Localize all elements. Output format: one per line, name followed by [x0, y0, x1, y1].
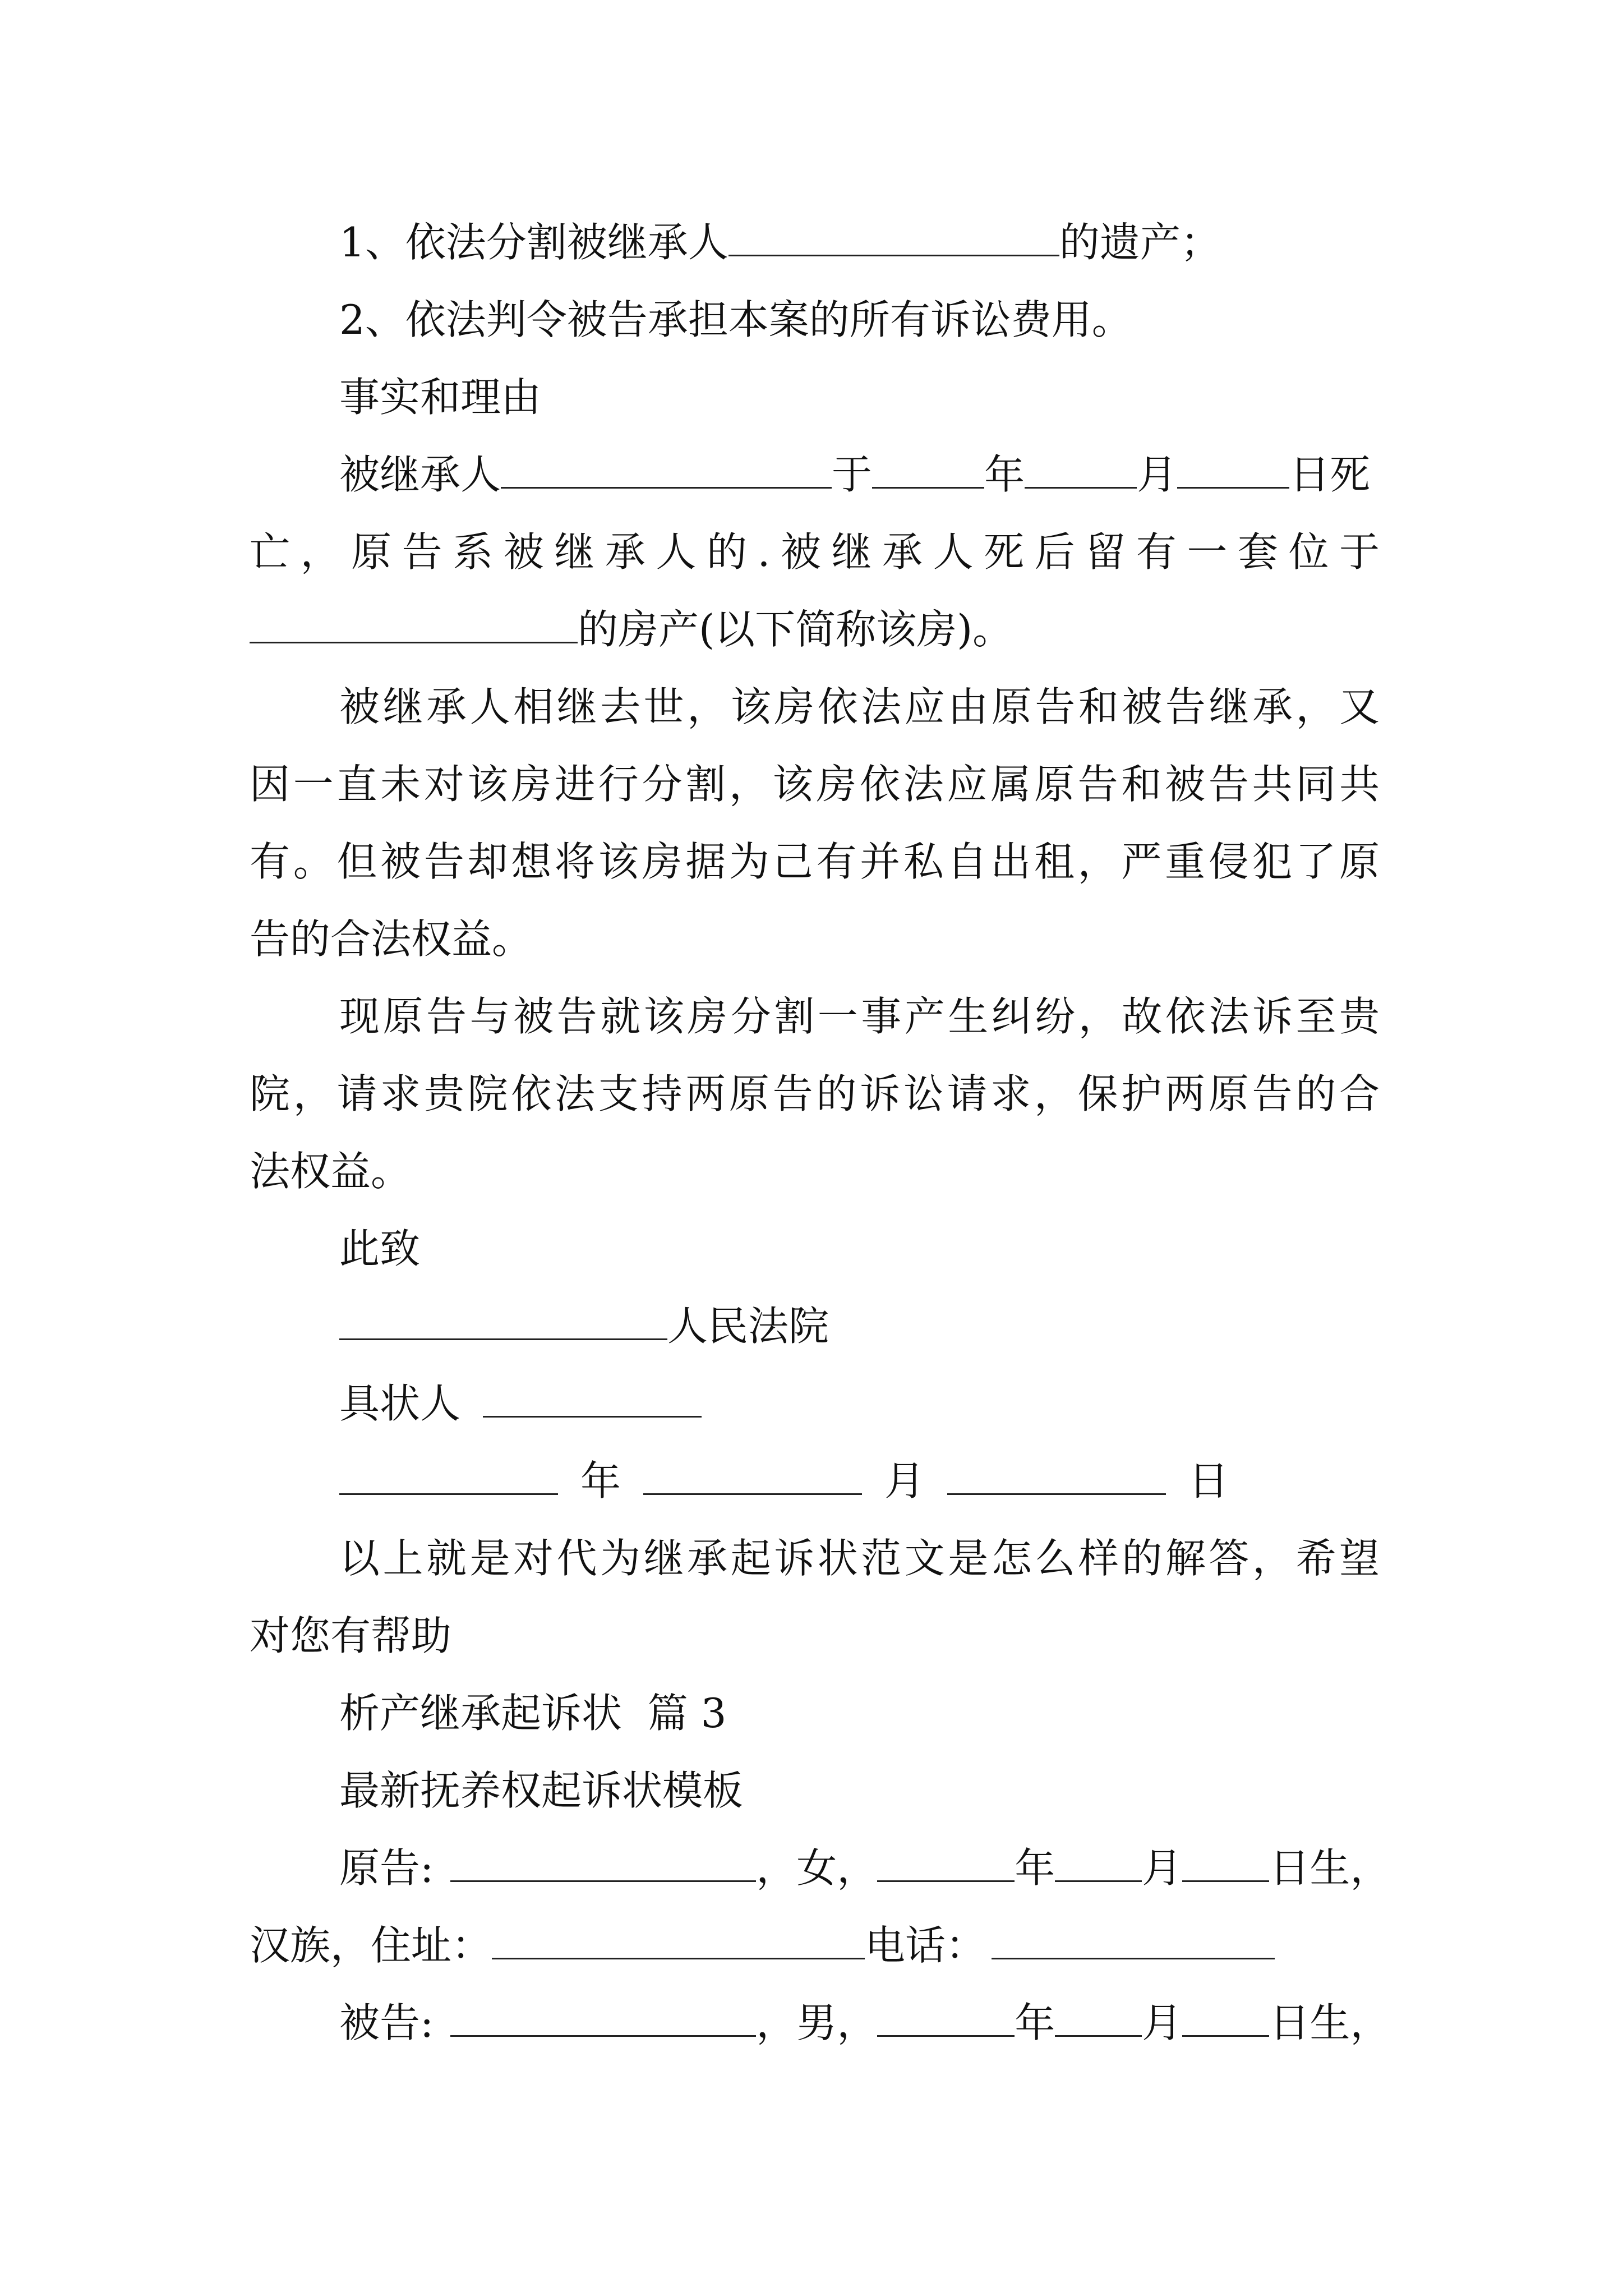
date-day-label: 日	[1188, 1457, 1229, 1504]
court-text: 人民法院	[667, 1303, 829, 1350]
plaintiff-name-blank	[450, 1843, 756, 1882]
defendant-line	[339, 1996, 1391, 2050]
death-text-e: 日死	[1289, 451, 1371, 498]
defendant-year-label: 年	[1015, 1999, 1055, 2046]
claim-2: 2、依法判令被告承担本案的所有诉讼费用。	[339, 296, 1132, 343]
death-line-2: 亡，原告系被继承人的.被继承人死后留有一套位于	[250, 528, 1380, 576]
defendant-born-label: 日生，	[1269, 1999, 1391, 2046]
death-text-d: 月	[1137, 451, 1178, 498]
plaintiff-day-blank	[1182, 1843, 1269, 1882]
facts-heading: 事实和理由	[339, 374, 542, 421]
plaintiff-month-label: 月	[1142, 1844, 1183, 1892]
death-text-c: 年	[984, 451, 1025, 498]
court-line	[339, 1299, 1380, 1353]
phone-label: 电话：	[865, 1922, 986, 1969]
death-day-blank	[1177, 450, 1289, 489]
signature-line	[339, 1377, 1380, 1430]
closing-line-1: 以上就是对代为继承起诉状范文是怎么样的解答，希望	[339, 1535, 1380, 1582]
inherit-line-1: 被继承人相继去世，该房依法应由原告和被告继承，又	[339, 683, 1380, 730]
death-line-3	[250, 602, 1380, 656]
inherit-line-4: 告的合法权益。	[250, 915, 533, 963]
claim-1-suffix: 的遗产；	[1059, 219, 1221, 266]
deceased-name-blank	[728, 218, 1059, 256]
address-blank	[492, 1921, 865, 1959]
defendant-year-blank	[877, 1998, 1015, 2037]
property-text: 的房产(以下简称该房)。	[578, 606, 1013, 653]
deceased-blank	[501, 450, 832, 489]
plaintiff-year-label: 年	[1015, 1844, 1055, 1892]
defendant-day-blank	[1182, 1998, 1269, 2037]
court-name-blank	[339, 1301, 667, 1340]
section-title: 析产继承起诉状 篇 3	[339, 1690, 727, 1737]
dispute-line-1: 现原告与被告就该房分割一事产生纠纷，故依法诉至贵	[339, 993, 1380, 1040]
address-line	[250, 1918, 1380, 1972]
defendant-gender: ，男，	[756, 1999, 878, 2046]
death-line-1	[339, 448, 1380, 501]
signature-label: 具状人	[339, 1380, 461, 1427]
dispute-line-2: 院，请求贵院依法支持两原告的诉讼请求，保护两原告的合	[250, 1070, 1380, 1117]
plaintiff-month-blank	[1055, 1843, 1142, 1882]
defendant-month-label: 月	[1142, 1999, 1183, 2046]
date-day-blank	[947, 1456, 1166, 1495]
claim-1-prefix: 1、依法分割被继承人	[339, 219, 728, 266]
death-year-blank	[872, 450, 984, 489]
inherit-line-3: 有。但被告却想将该房据为己有并私自出租，严重侵犯了原	[250, 838, 1380, 885]
defendant-name-blank	[450, 1998, 756, 2037]
salutation: 此致	[339, 1225, 421, 1272]
claim-1	[339, 215, 1380, 269]
date-year-label: 年	[580, 1457, 621, 1504]
date-month-blank	[643, 1456, 862, 1495]
death-month-blank	[1025, 450, 1137, 489]
inherit-line-2: 因一直未对该房进行分割，该房依法应属原告和被告共同共	[250, 761, 1380, 808]
phone-blank	[992, 1921, 1275, 1959]
death-text-a: 被继承人	[339, 451, 501, 498]
plaintiff-born-label: 日生，	[1269, 1844, 1391, 1892]
plaintiff-line	[339, 1841, 1391, 1895]
template-title: 最新抚养权起诉状模板	[339, 1767, 744, 1814]
signature-blank	[483, 1379, 702, 1418]
plaintiff-gender: ，女，	[756, 1844, 878, 1892]
death-text-b: 于	[832, 451, 873, 498]
dispute-line-3: 法权益。	[250, 1148, 412, 1195]
defendant-month-blank	[1055, 1998, 1142, 2037]
property-location-blank	[250, 605, 578, 643]
date-line	[339, 1454, 1380, 1508]
address-label: 汉族，住址：	[250, 1922, 492, 1969]
date-year-blank	[339, 1456, 558, 1495]
closing-line-2: 对您有帮助	[250, 1612, 452, 1659]
plaintiff-year-blank	[877, 1843, 1015, 1882]
date-month-label: 月	[884, 1457, 925, 1504]
plaintiff-label: 原告:	[339, 1844, 434, 1892]
defendant-label: 被告:	[339, 1999, 434, 2046]
